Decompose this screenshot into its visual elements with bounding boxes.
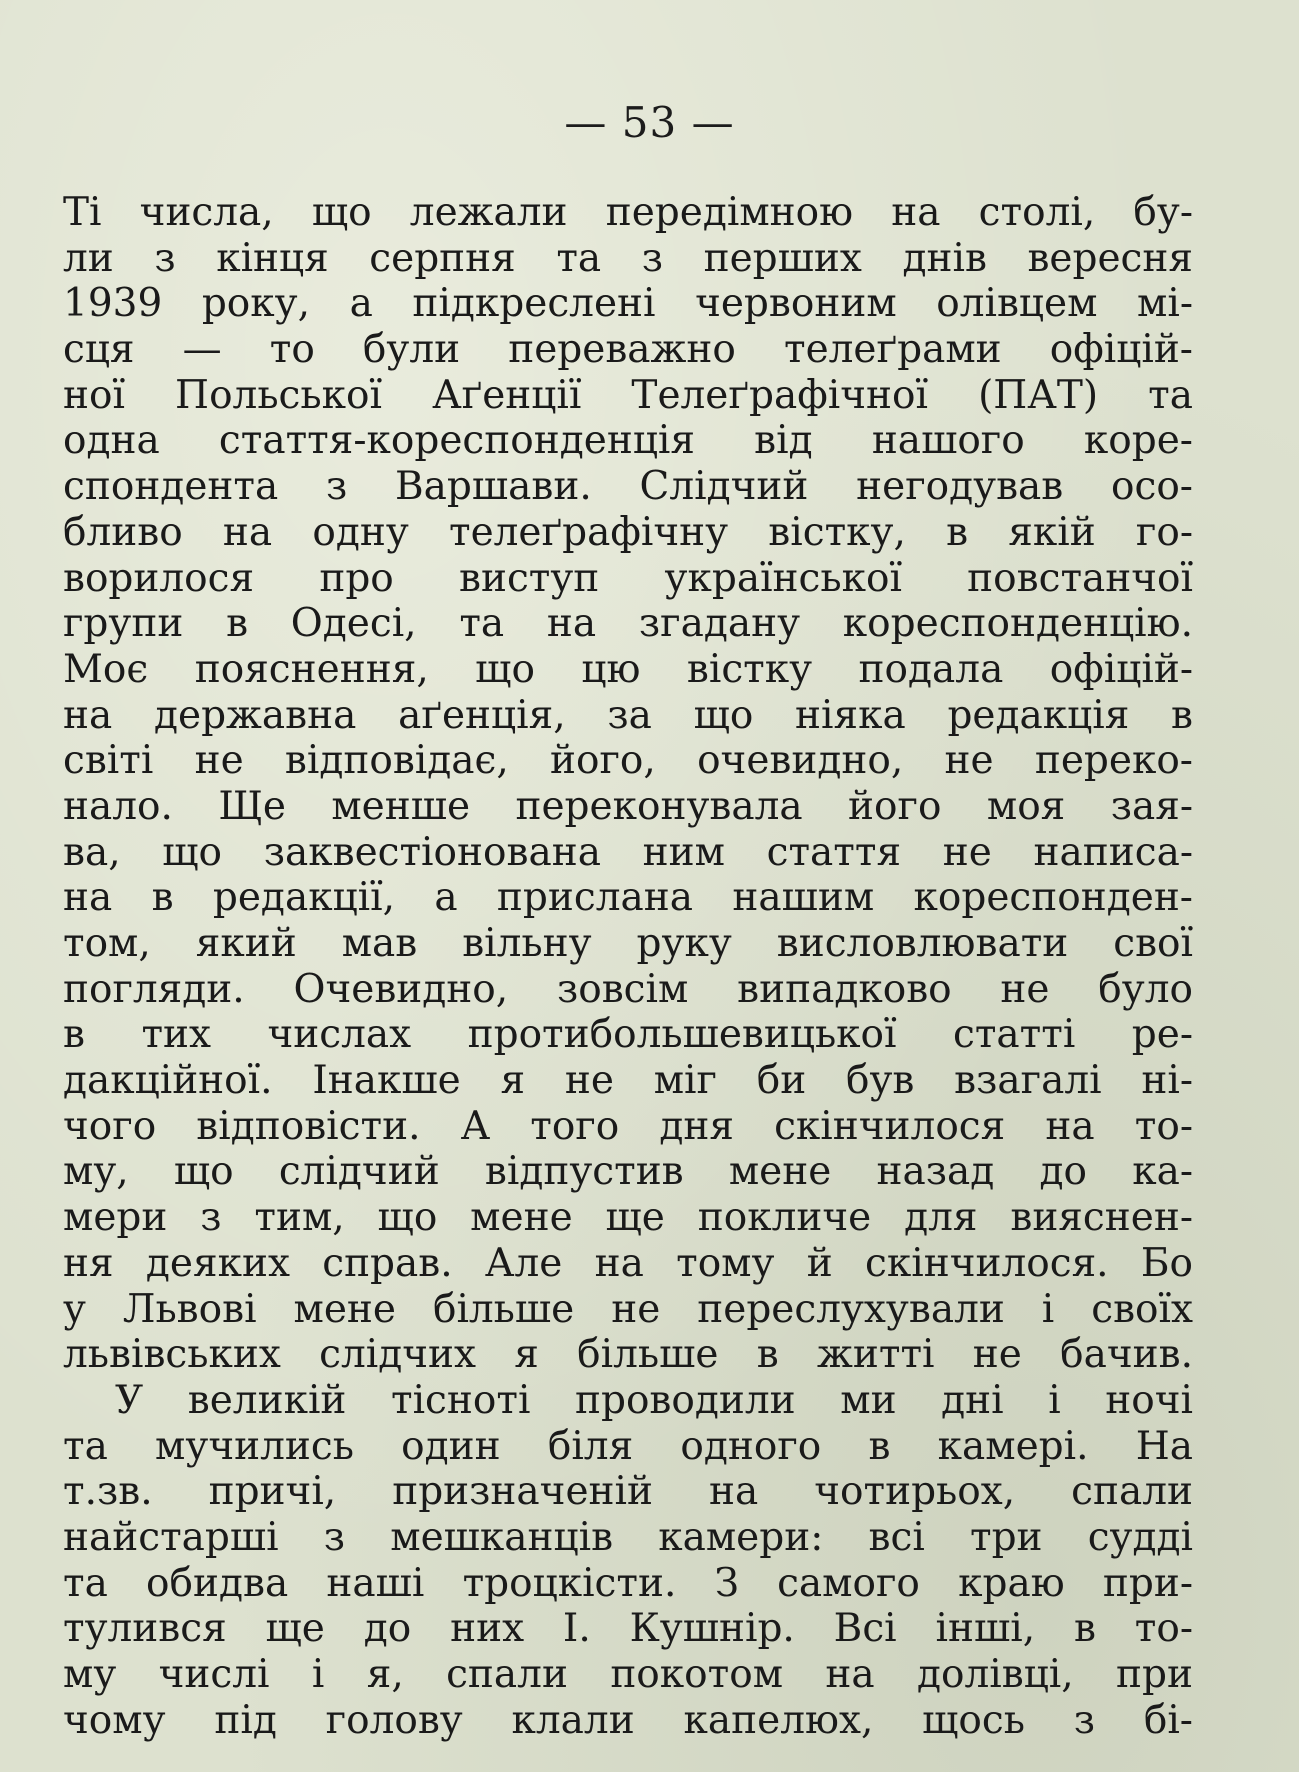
text-line: ли з кінця серпня та з перших днів вересня — [63, 235, 1193, 281]
text-line: ворилося про виступ української повстанчої — [63, 555, 1193, 601]
text-line: Моє пояснення, що цю вістку подала офіцій- — [63, 646, 1193, 692]
text-line: 1939 року, а підкреслені червоним олівцем мі- — [63, 281, 1193, 327]
text-line: на державна аґенція, за що ніяка редакція в — [63, 692, 1193, 738]
text-line: найстарші з мешканців камери: всі три судді — [63, 1514, 1193, 1560]
text-line: чого відповісти. А того дня скінчилося на то- — [63, 1103, 1193, 1149]
text-line: сця — то були переважно телеґрами офіцій- — [63, 327, 1193, 373]
body-text — [63, 190, 1193, 1743]
text-line: бливо на одну телеґрафічну вістку, в якій го- — [63, 509, 1193, 555]
text-line: та мучились один біля одного в камері. На — [63, 1423, 1193, 1469]
text-line: у Львові мене більше не переслухували і своїх — [63, 1286, 1193, 1332]
text-line: чому під голову клали капелюх, щось з бі- — [63, 1697, 1193, 1743]
text-line: му, що слідчий відпустив мене назад до ка- — [63, 1149, 1193, 1195]
text-line: на в редакції, а прислана нашим кореспонден- — [63, 875, 1193, 921]
text-line: нало. Ще менше переконувала його моя зая- — [63, 783, 1193, 829]
text-line: тулився ще до них І. Кушнір. Всі інші, в то- — [63, 1606, 1193, 1652]
paragraph-start-line: У великій тісноті проводили ми дні і ночі — [115, 1377, 1193, 1423]
text-line: т.зв. причі, призначеній на чотирьох, спали — [63, 1469, 1193, 1515]
text-line: том, який мав вільну руку висловлювати свої — [63, 921, 1193, 966]
text-line: ної Польської Аґенції Телеґрафічної (ПАТ) та — [63, 372, 1193, 418]
page-number: — 53 — — [564, 98, 735, 147]
text-line: дакційної. Інакше я не міг би був взагалі ні- — [63, 1058, 1193, 1104]
text-line: в тих числах протибольшевицької статті ре- — [63, 1012, 1193, 1058]
text-line: ва, що заквестіонована ним стаття не написа- — [63, 829, 1193, 875]
text-line: та обидва наші троцкісти. З самого краю при- — [63, 1560, 1193, 1606]
text-line: спондента з Варшави. Слідчий негодував осо- — [63, 464, 1193, 510]
text-line: му числі і я, спали покотом на долівці, при — [63, 1652, 1193, 1697]
text-line: львівських слідчих я більше в житті не бачив. — [63, 1332, 1193, 1378]
text-line: мери з тим, що мене ще покличе для вияснен- — [63, 1195, 1193, 1241]
text-line: групи в Одесі, та на згадану кореспонденцію. — [63, 601, 1193, 647]
text-line: ня деяких справ. Але на тому й скінчилося. Бо — [63, 1240, 1193, 1286]
text-line: Ті числа, що лежали передімною на столі, бу- — [63, 190, 1193, 235]
text-line: одна стаття-кореспонденція від нашого коре- — [63, 418, 1193, 464]
text-line: світі не відповідає, його, очевидно, не переко- — [63, 738, 1193, 784]
text-line: погляди. Очевидно, зовсім випадково не було — [63, 966, 1193, 1012]
